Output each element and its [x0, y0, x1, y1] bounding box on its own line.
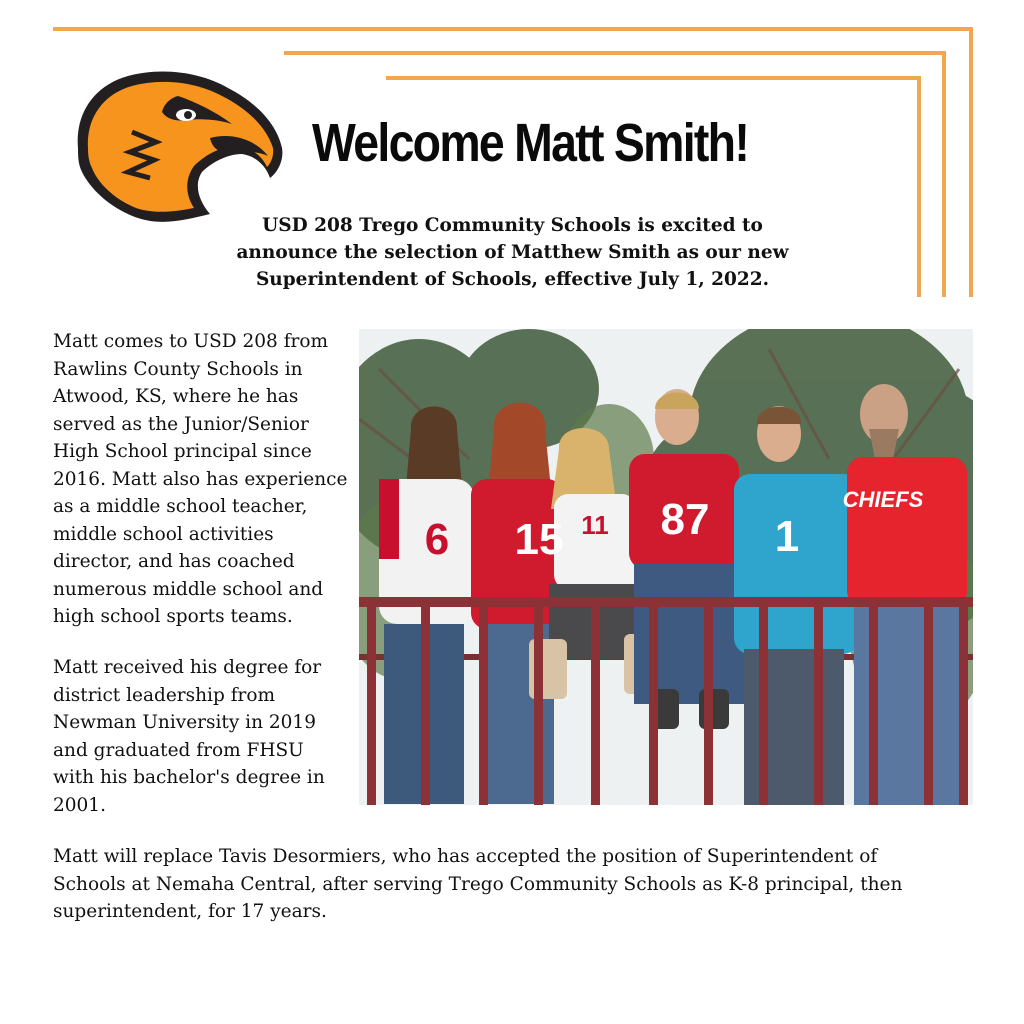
jersey-number-text: 6	[424, 515, 450, 564]
frame-line-outer-top	[53, 27, 973, 31]
jersey-number-text: 15	[514, 515, 564, 564]
jersey-number-text: 87	[660, 495, 710, 544]
intro-line: USD 208 Trego Community Schools is excited to	[262, 215, 763, 236]
eagle-logo-icon	[70, 68, 285, 228]
education-paragraph	[53, 654, 353, 819]
jersey-number-text: 1	[774, 512, 800, 561]
paragraph-line: district leadership from	[53, 684, 276, 706]
paragraph-line: Newman University in 2019	[53, 712, 316, 733]
shirt-text: CHIEFS	[842, 487, 924, 512]
paragraph-line: high school sports teams.	[53, 606, 293, 627]
paragraph-line: High School principal since	[53, 441, 312, 462]
paragraph-line: 2016. Matt also has experience	[53, 468, 348, 490]
frame-line-middle-right	[942, 51, 946, 297]
paragraph-line: with his bachelor's degree in	[53, 767, 325, 788]
paragraph-line: Matt received his degree for	[53, 657, 322, 678]
intro-announcement	[220, 212, 805, 293]
page-title: Welcome Matt Smith!	[312, 113, 749, 173]
paragraph-line: Matt will replace Tavis Desormiers, who has accepted the position of Superintendent of	[53, 846, 878, 867]
paragraph-line: middle school activities	[53, 523, 274, 545]
frame-line-middle-top	[284, 51, 946, 55]
paragraph-line: Rawlins County Schools in	[53, 358, 303, 380]
family-photo	[359, 329, 973, 805]
frame-line-inner-right	[917, 76, 921, 297]
frame-line-outer-right	[969, 27, 973, 297]
paragraph-line: Matt comes to USD 208 from	[53, 331, 329, 352]
paragraph-line: as a middle school teacher,	[53, 496, 308, 517]
paragraph-line: Schools at Nemaha Central, after serving Trego Community Schools as K-8 principal, then	[53, 873, 903, 895]
paragraph-line: superintendent, for 17 years.	[53, 901, 327, 922]
background-paragraph	[53, 328, 353, 631]
paragraph-line: director, and has coached	[53, 551, 295, 572]
intro-line: Superintendent of Schools, effective July 1, 2022.	[255, 269, 770, 290]
paragraph-line: Atwood, KS, where he has	[53, 386, 299, 407]
frame-line-inner-top	[386, 76, 921, 80]
paragraph-line: and graduated from FHSU	[53, 739, 304, 761]
paragraph-line: numerous middle school and	[53, 578, 324, 600]
replacement-paragraph	[53, 843, 933, 926]
paragraph-line: 2001.	[53, 794, 106, 816]
intro-line: announce the selection of Matthew Smith as our new	[236, 242, 789, 263]
paragraph-line: served as the Junior/Senior	[53, 413, 309, 435]
jersey-number-text: 11	[581, 510, 609, 540]
